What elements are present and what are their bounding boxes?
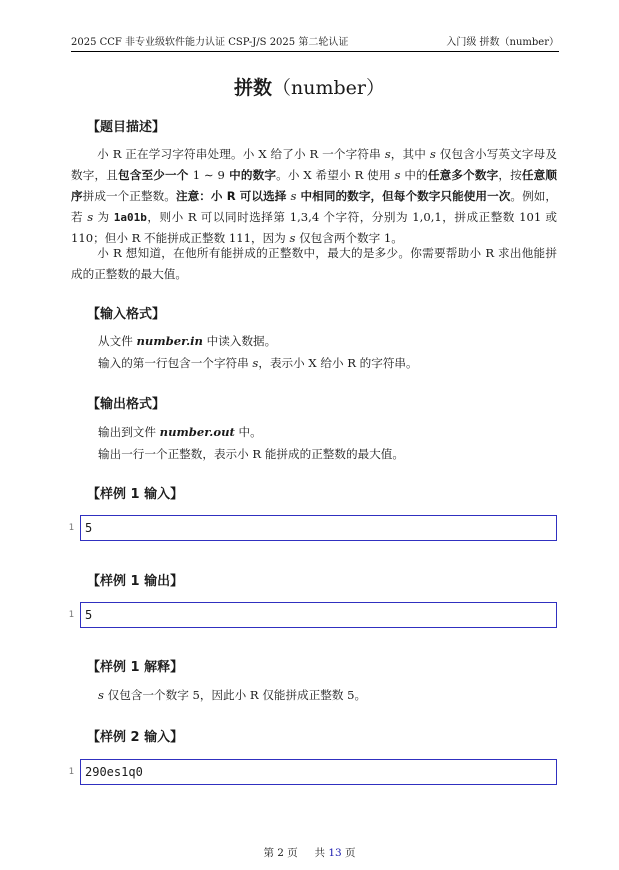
input-format-line-1: 从文件 number.in 中读入数据。 (98, 334, 277, 348)
example-string: 1a01b (113, 211, 147, 224)
code-line-number: 1 (68, 610, 74, 620)
sample1-input-box: 5 (80, 515, 557, 541)
sample1-output-box: 5 (80, 602, 557, 628)
section-sample2-input-heading: 【样例 2 输入】 (87, 730, 184, 745)
section-sample1-output-heading: 【样例 1 输出】 (87, 574, 184, 589)
output-filename: number.out (159, 425, 235, 439)
page-header (71, 37, 559, 52)
code-line-number: 1 (68, 523, 74, 533)
page-number: 第 2 页 (263, 847, 298, 859)
input-filename: number.in (136, 334, 203, 348)
sample2-input-box: 290es1q0 (80, 759, 557, 785)
title-sub: （number） (272, 77, 385, 99)
section-description-heading: 【题目描述】 (87, 120, 166, 135)
header-left: 2025 CCF 非专业级软件能力认证 CSP-J/S 2025 第二轮认证 (71, 37, 349, 48)
section-output-format-heading: 【输出格式】 (87, 397, 166, 412)
code-line-number: 1 (68, 767, 74, 777)
sample1-explanation: s 仅包含一个数字 5，因此小 R 仅能拼成正整数 5。 (98, 688, 367, 702)
title-main: 拼数 (234, 77, 273, 99)
page-footer: 第 2 页 共 13 页 (263, 847, 356, 859)
problem-title (0, 75, 619, 101)
section-sample1-input-heading: 【样例 1 输入】 (87, 487, 184, 502)
section-input-format-heading: 【输入格式】 (87, 307, 166, 322)
total-pages-link[interactable]: 13 (328, 847, 342, 859)
description-paragraph-1: 小 R 正在学习字符串处理。小 X 给了小 R 一个字符串 s，其中 s 仅包含小写英文字母及数字，且包含至少一个 1 ∼ 9 中的数字。小 X 希望小 R 使用 s 中的任意多个数字，按任意顺序拼成一个正整数。注意：小 R 可以选择 s 中相同的数字，但每个数字只能使用一次。例如，若 s 为 1a01b，则小 R 可以同时选择第 1,3,4 个字符，分别为 1,0,1，拼成正整数 101 或 110；但小 R 不能拼成正整数 111，因为 s 仅包含两个数字 1。 (71, 147, 558, 245)
description-paragraph-2: 小 R 想知道，在他所有能拼成的正整数中，最大的是多少。你需要帮助小 R 求出他能拼成的正整数的最大值。 (71, 246, 557, 281)
input-format-line-2: 输入的第一行包含一个字符串 s，表示小 X 给小 R 的字符串。 (98, 356, 418, 370)
output-format-line-1: 输出到文件 number.out 中。 (98, 425, 262, 439)
output-format-line-2: 输出一行一个正整数，表示小 R 能拼成的正整数的最大值。 (98, 447, 404, 461)
section-sample1-explain-heading: 【样例 1 解释】 (87, 660, 184, 675)
header-right: 入门级 拼数（number） (446, 37, 559, 48)
